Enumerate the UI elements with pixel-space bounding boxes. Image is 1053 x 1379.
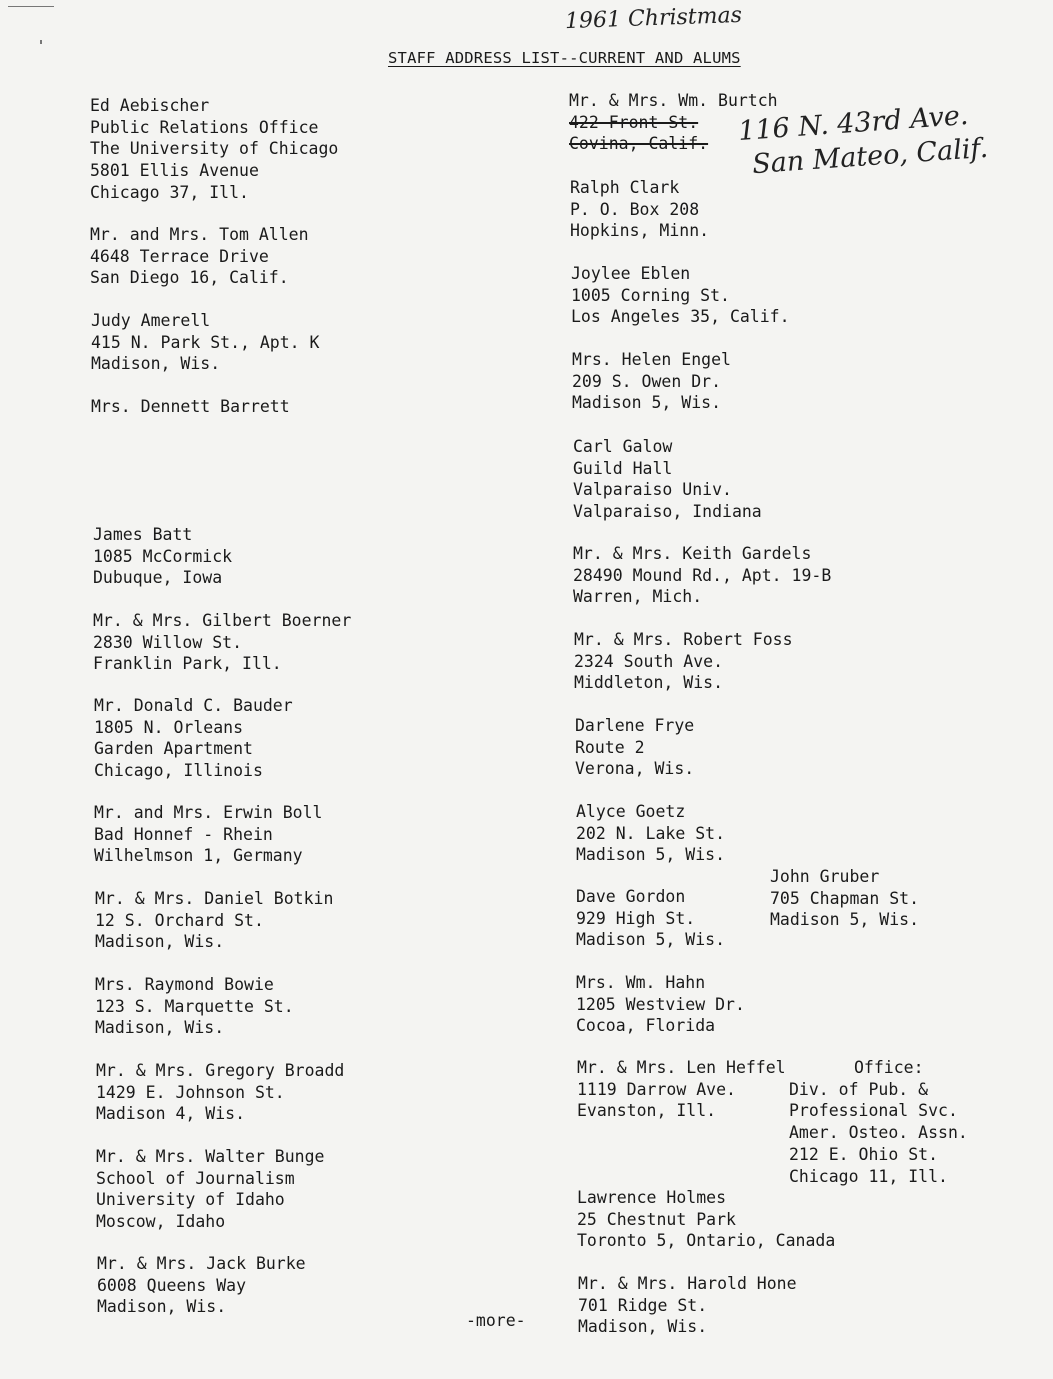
entry-line: 2830 Willow St. bbox=[93, 632, 243, 652]
struck-street-line: 422 Front St. bbox=[569, 112, 699, 132]
entry-line: Lawrence Holmes bbox=[577, 1188, 727, 1207]
entry-line: Mr. & Mrs. Daniel Botkin bbox=[95, 889, 334, 908]
entry-line: The University of Chicago bbox=[90, 139, 339, 159]
entry-line: 5801 Ellis Avenue bbox=[90, 161, 259, 181]
entry-line: 1119 Darrow Ave. bbox=[577, 1079, 736, 1099]
entry-line: Guild Hall bbox=[573, 458, 673, 478]
address-entry bbox=[93, 524, 232, 589]
entry-line: Mrs. Dennett Barrett bbox=[91, 397, 290, 416]
handwritten-date-note: 1961 Christmas bbox=[564, 2, 743, 35]
entry-line: Mr. & Mrs. Gregory Broadd bbox=[96, 1061, 345, 1080]
entry-line: Dave Gordon bbox=[576, 887, 686, 906]
address-entry bbox=[573, 543, 831, 608]
entry-line: Route 2 bbox=[575, 737, 645, 757]
entry-line: 929 High St. bbox=[576, 908, 696, 928]
handwritten-new-city: San Mateo, Calif. bbox=[751, 132, 989, 181]
entry-line: 1005 Corning St. bbox=[571, 285, 730, 305]
entry-line: Ralph Clark bbox=[570, 178, 680, 197]
address-entry bbox=[97, 1253, 306, 1318]
entry-line: 1429 E. Johnson St. bbox=[96, 1082, 285, 1102]
entry-line: Amer. Osteo. Assn. bbox=[789, 1123, 968, 1143]
entry-line: Judy Amerell bbox=[91, 311, 211, 330]
entry-line: Valparaiso Univ. bbox=[573, 480, 732, 500]
entry-line: 123 S. Marquette St. bbox=[95, 996, 294, 1016]
address-entry bbox=[96, 1146, 324, 1233]
entry-line: 705 Chapman St. bbox=[770, 888, 920, 908]
entry-line: Middleton, Wis. bbox=[574, 673, 724, 693]
address-entry bbox=[576, 886, 725, 951]
address-entry bbox=[578, 1273, 797, 1338]
address-entry bbox=[91, 310, 319, 375]
entry-line: 12 S. Orchard St. bbox=[95, 910, 264, 930]
entry-line: 2324 South Ave. bbox=[574, 651, 724, 671]
entry-line: Mr. & Mrs. Wm. Burtch bbox=[569, 91, 778, 110]
entry-line: P. O. Box 208 bbox=[570, 199, 700, 219]
address-entry bbox=[90, 95, 338, 204]
entry-line: Office: bbox=[854, 1058, 924, 1077]
entry-line: 6008 Queens Way bbox=[97, 1275, 247, 1295]
entry-line: Public Relations Office bbox=[90, 117, 319, 137]
entry-line: 1205 Westview Dr. bbox=[576, 994, 745, 1014]
entry-line: Moscow, Idaho bbox=[96, 1212, 226, 1232]
entry-line: Joylee Eblen bbox=[571, 264, 691, 283]
address-entry bbox=[91, 396, 290, 418]
entry-line: Bad Honnef - Rhein bbox=[94, 824, 273, 844]
entry-line: 1085 McCormick bbox=[93, 546, 233, 566]
address-entry bbox=[770, 866, 919, 931]
entry-line: Madison 5, Wis. bbox=[576, 930, 726, 950]
entry-line: Mr. & Mrs. Walter Bunge bbox=[96, 1147, 325, 1166]
entry-line: Madison, Wis. bbox=[97, 1297, 227, 1317]
address-entry bbox=[95, 974, 294, 1039]
entry-line: Mr. & Mrs. Harold Hone bbox=[578, 1274, 797, 1293]
entry-line: Madison 4, Wis. bbox=[96, 1104, 246, 1124]
entry-line: Verona, Wis. bbox=[575, 759, 695, 779]
entry-line: Mrs. Helen Engel bbox=[572, 350, 731, 369]
address-entry bbox=[96, 1060, 344, 1125]
page-title: STAFF ADDRESS LIST--CURRENT AND ALUMS bbox=[388, 49, 741, 67]
entry-line: Warren, Mich. bbox=[573, 587, 703, 607]
entry-line: School of Journalism bbox=[96, 1168, 295, 1188]
entry-line: Madison, Wis. bbox=[95, 932, 225, 952]
entry-line: Carl Galow bbox=[573, 437, 673, 456]
entry-line: 202 N. Lake St. bbox=[576, 823, 726, 843]
entry-line: 212 E. Ohio St. bbox=[789, 1144, 939, 1164]
entry-line: Wilhelmson 1, Germany bbox=[94, 846, 303, 866]
entry-line: 28490 Mound Rd., Apt. 19-B bbox=[573, 565, 832, 585]
address-entry bbox=[573, 436, 762, 523]
entry-line: Mr. Donald C. Bauder bbox=[94, 696, 293, 715]
entry-line: Valparaiso, Indiana bbox=[573, 502, 762, 522]
address-entry bbox=[577, 1057, 786, 1122]
entry-line: 4648 Terrace Drive bbox=[90, 246, 269, 266]
entry-line: Cocoa, Florida bbox=[576, 1016, 716, 1036]
entry-line: 701 Ridge St. bbox=[578, 1295, 708, 1315]
entry-line: Darlene Frye bbox=[575, 716, 695, 735]
entry-line: Mr. and Mrs. Erwin Boll bbox=[94, 803, 323, 822]
entry-line: Hopkins, Minn. bbox=[570, 221, 710, 241]
entry-line: Dubuque, Iowa bbox=[93, 568, 223, 588]
entry-line: Mrs. Wm. Hahn bbox=[576, 973, 706, 992]
entry-line: Mr. & Mrs. Jack Burke bbox=[97, 1254, 306, 1273]
address-entry bbox=[570, 177, 709, 242]
office-address-entry bbox=[789, 1057, 968, 1187]
continuation-note: -more- bbox=[466, 1311, 526, 1330]
entry-line: Chicago 37, Ill. bbox=[90, 182, 249, 202]
entry-line: John Gruber bbox=[770, 867, 880, 886]
scan-mark bbox=[8, 6, 54, 7]
entry-line: James Batt bbox=[93, 525, 193, 544]
scan-mark bbox=[40, 40, 42, 44]
entry-line: Toronto 5, Ontario, Canada bbox=[577, 1231, 836, 1251]
entry-line: 415 N. Park St., Apt. K bbox=[91, 332, 320, 352]
entry-line: Div. of Pub. & bbox=[789, 1079, 929, 1099]
entry-line: Mr. & Mrs. Robert Foss bbox=[574, 630, 793, 649]
entry-line: 25 Chestnut Park bbox=[577, 1209, 736, 1229]
entry-line: Madison, Wis. bbox=[578, 1317, 708, 1337]
struck-city-line: Covina, Calif. bbox=[569, 134, 709, 154]
entry-line: Evanston, Ill. bbox=[577, 1101, 717, 1121]
entry-line: Mrs. Raymond Bowie bbox=[95, 975, 274, 994]
entry-line: Madison, Wis. bbox=[95, 1018, 225, 1038]
address-entry bbox=[574, 629, 793, 694]
address-entry bbox=[572, 349, 731, 414]
entry-line: Mr. & Mrs. Len Heffel bbox=[577, 1058, 786, 1077]
address-entry bbox=[577, 1187, 835, 1252]
entry-line: Madison, Wis. bbox=[91, 354, 221, 374]
entry-line: Professional Svc. bbox=[789, 1101, 958, 1121]
entry-line: San Diego 16, Calif. bbox=[90, 268, 289, 288]
address-entry bbox=[95, 888, 333, 953]
entry-line: Mr. and Mrs. Tom Allen bbox=[90, 225, 309, 244]
entry-line: Los Angeles 35, Calif. bbox=[571, 307, 790, 327]
entry-line: Ed Aebischer bbox=[90, 96, 210, 115]
entry-line: Garden Apartment bbox=[94, 739, 253, 759]
entry-line: University of Idaho bbox=[96, 1190, 285, 1210]
entry-line: 209 S. Owen Dr. bbox=[572, 371, 722, 391]
address-entry bbox=[575, 715, 694, 780]
entry-line: 1805 N. Orleans bbox=[94, 717, 244, 737]
address-entry bbox=[93, 610, 351, 675]
address-entry bbox=[576, 801, 725, 866]
entry-line: Madison 5, Wis. bbox=[572, 393, 722, 413]
address-entry bbox=[94, 695, 293, 782]
entry-line: Chicago, Illinois bbox=[94, 761, 263, 781]
entry-line: Mr. & Mrs. Gilbert Boerner bbox=[93, 611, 352, 630]
handwritten-new-street: 116 N. 43rd Ave. bbox=[737, 99, 970, 148]
address-entry bbox=[571, 263, 790, 328]
entry-line: Mr. & Mrs. Keith Gardels bbox=[573, 544, 812, 563]
entry-line: Alyce Goetz bbox=[576, 802, 686, 821]
entry-line: Madison 5, Wis. bbox=[770, 910, 920, 930]
entry-line: Madison 5, Wis. bbox=[576, 845, 726, 865]
address-entry bbox=[94, 802, 322, 867]
address-entry bbox=[576, 972, 745, 1037]
entry-line: Chicago 11, Ill. bbox=[789, 1166, 948, 1186]
entry-line: Franklin Park, Ill. bbox=[93, 654, 282, 674]
address-entry bbox=[90, 224, 309, 289]
